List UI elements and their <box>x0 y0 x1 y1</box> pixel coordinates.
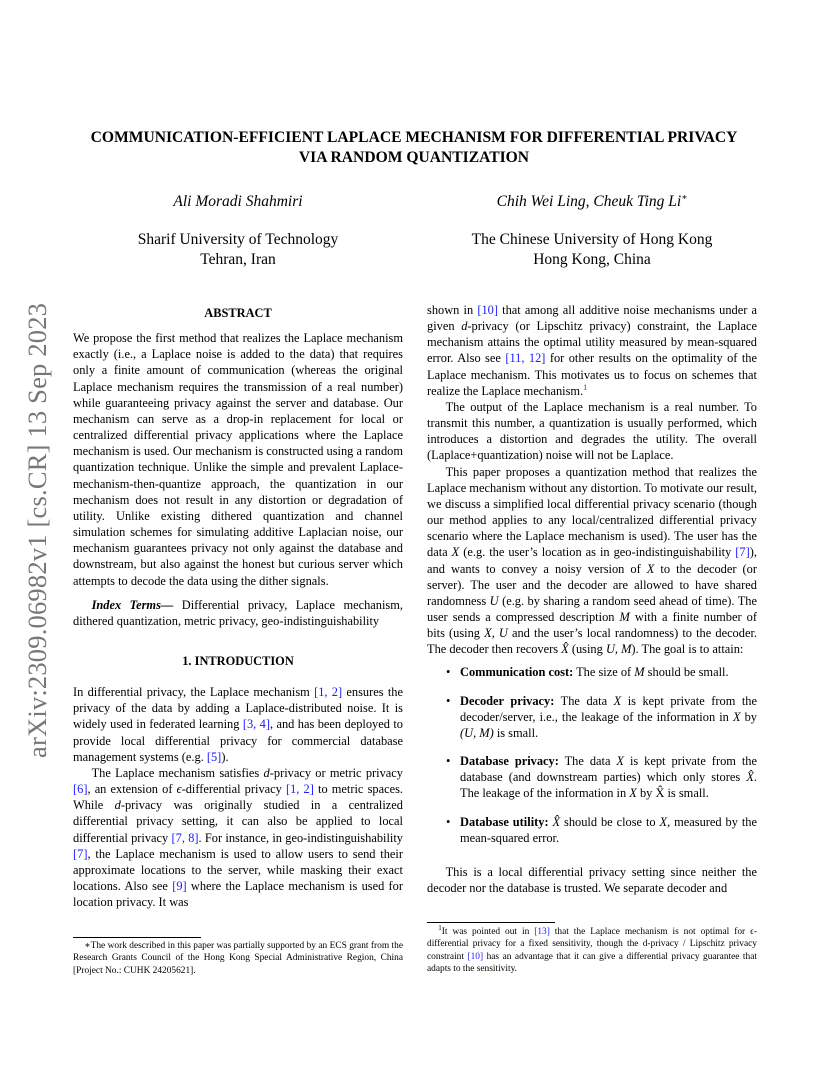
footnote-right-text <box>427 923 757 976</box>
arxiv-stamp: arXiv:2309.06982v1 [cs.CR] 13 Sep 2023 <box>22 302 52 758</box>
citation-link[interactable]: [6] <box>73 782 88 797</box>
text-run: , an extension of <box>87 782 177 797</box>
footnote-rule-left <box>73 937 201 938</box>
title-line-1: COMMUNICATION-EFFICIENT LAPLACE MECHANISM FOR DIFFERENTIAL PRIVACY <box>90 129 738 146</box>
text-run: The size of <box>573 665 635 680</box>
math-var: X <box>629 786 637 801</box>
text-run: shown in <box>427 303 478 317</box>
text-run: is kept private from the decoder/server, i.e., the leakage of the information in <box>460 693 757 724</box>
text-run: It was pointed out in <box>441 927 535 937</box>
text-run: The data <box>558 754 617 769</box>
text-run: . For instance, in geo-indistinguishability <box>198 830 403 845</box>
intro-paragraph-1 <box>73 684 403 765</box>
abstract-text: We propose the first method that realizes the Laplace mechanism exactly (i.e., a Laplace noise is added to the data) that requires only a finite amount of communication (whereas the original Laplace mechanism requires the transmission of a real number) while guaranteeing privacy against the server and database. Our mechanism can serve as a drop-in replacement for local or centralized differential privacy applications where the Laplace mechanism is used. Our mechanism is constructed using a random quantization technique. Unlike the simple and prevalent Laplace-mechanism-then-quantize approach, the quantization in our mechanism does not result in any distortion or degradation of utility. Unlike existing dithered quantization and channel simulation schemes for simulating additive Laplacian noise, our mechanism guarantees privacy not only against the database and downstream, but also against the honest but curious server which attempts to decode the data using the dither signals. <box>73 331 403 588</box>
math-var: M <box>619 609 630 624</box>
intro-paragraph-2 <box>73 765 403 910</box>
index-terms-label: Index Terms— <box>91 597 174 612</box>
citation-link[interactable]: [1, 2] <box>285 782 314 797</box>
math-var: X <box>659 814 668 829</box>
math-var: X <box>451 545 460 560</box>
text-run: (using <box>568 642 606 657</box>
text-run: -privacy was originally studied in a centralized differential privacy setting, it can also be applied to local differential privacy <box>73 798 403 845</box>
math-var: (U, M) <box>460 725 494 740</box>
goal-database-privacy <box>460 753 757 801</box>
text-run: to the decoder (or server). The user and the decoder are allowed to have shared randomness <box>427 561 757 608</box>
text-run: In differential privacy, the Laplace mechanism <box>73 685 315 700</box>
text-run: The Laplace mechanism satisfies <box>91 765 264 780</box>
footnote-left-text: ∗The work described in this paper was partially supported by an ECS grant from the Research Grants Council of the Hong Kong Special Administrative Region, China [Project No.: CUHK 24205621]. <box>73 941 403 976</box>
citation-link[interactable]: [10] <box>467 951 484 962</box>
math-var: X <box>484 626 492 641</box>
text-run: is small. <box>493 725 539 740</box>
text-run: that among all additive noise mechanisms under a given <box>427 303 757 334</box>
text-run: where the Laplace mechanism is used for location privacy. It was <box>73 879 403 910</box>
affiliation-right-line-2: Hong Kong, China <box>533 250 651 268</box>
text-run: -privacy or metric privacy <box>269 765 403 780</box>
text-run: is kept private from the database (and downstream parties) which only stores <box>460 754 757 785</box>
text-run: by X̂ is small. <box>636 786 709 801</box>
citation-link[interactable]: [9] <box>172 879 187 893</box>
affiliation-right <box>427 230 757 269</box>
math-var: M <box>634 665 645 680</box>
citation-link[interactable]: [7] <box>735 545 750 560</box>
goal-label: Database privacy: <box>460 754 559 769</box>
citation-link[interactable]: [7, 8] <box>171 830 199 845</box>
text-run: . The leakage of the information in <box>460 770 757 801</box>
affiliation-left-line-2: Tehran, Iran <box>200 250 276 268</box>
title-line-2: VIA RANDOM QUANTIZATION <box>298 149 530 166</box>
left-column <box>73 305 403 910</box>
right-column <box>427 302 757 896</box>
author-right-names: Chih Wei Ling, Cheuk Ting Li <box>496 193 682 210</box>
author-mark: ∗ <box>681 191 688 202</box>
text-run: (e.g. the user’s location as in geo-indistinguishability <box>459 545 736 560</box>
text-run: ensures the privacy of the data by adding a Laplace-distributed noise. It is widely used in federated learning <box>73 685 403 732</box>
right-paragraph-4: This is a local differential privacy setting since neither the decoder nor the database is trusted. We separate decoder and <box>427 864 757 895</box>
text-run: , the Laplace mechanism is used to allow users to send their approximate locations to the server, while masking their exact locations. Also see <box>73 846 403 893</box>
math-var: X̂ <box>552 814 561 829</box>
index-terms <box>73 597 403 629</box>
text-run: should be small. <box>644 665 729 680</box>
math-var: ϵ <box>176 782 182 797</box>
math-var: U <box>498 626 508 641</box>
math-var: X̂ <box>746 770 754 785</box>
footnote-number: 1 <box>438 923 442 932</box>
footnote-left <box>73 940 403 977</box>
citation-link[interactable]: [10] <box>477 303 498 317</box>
citation-link[interactable]: [5] <box>206 749 222 764</box>
text-run: that the Laplace mechanism is not optimal for ϵ-differential privacy for a fixed sensitivity, though the d-privacy / Lipschitz privacy constraint <box>427 927 757 962</box>
goal-label: Database utility: <box>460 814 549 829</box>
citation-link[interactable]: [1, 2] <box>314 685 343 700</box>
text-run: , <box>491 626 499 641</box>
goal-label: Decoder privacy: <box>460 693 555 708</box>
index-terms-text: Differential privacy, Laplace mechanism, dithered quantization, metric privacy, geo-indistinguishability <box>73 597 403 628</box>
math-var: U <box>489 593 499 608</box>
footnote-right <box>427 923 757 976</box>
text-run: for other results on the optimality of the Laplace mechanism. This motivates us to focus on schemes that realize the Laplace mechanism. <box>427 351 757 398</box>
text-run: ), and wants to convey a noisy version of <box>427 545 757 576</box>
right-paragraph-1 <box>427 302 757 399</box>
math-var: X <box>646 561 655 576</box>
citation-link[interactable]: [11, 12] <box>505 351 546 366</box>
text-run: ). <box>221 749 229 764</box>
goal-label: Communication cost: <box>460 665 574 680</box>
citation-link[interactable]: [13] <box>534 927 550 937</box>
goal-database-utility <box>460 814 757 846</box>
footnote-link[interactable]: 1 <box>583 382 588 392</box>
author-right <box>427 193 757 211</box>
affiliation-right-line-1: The Chinese University of Hong Kong <box>471 231 713 248</box>
math-var: X <box>732 709 741 724</box>
text-run: ). The goal is to attain: <box>631 642 744 657</box>
text-run: -privacy (or Lipschitz privacy) constraint, the Laplace mechanism attains the optimal utility measured by mean-squared error. Also see <box>427 319 757 366</box>
text-run: should be close to <box>560 814 660 829</box>
abstract-heading: ABSTRACT <box>204 306 272 320</box>
goals-list <box>427 664 757 845</box>
math-var: d <box>114 798 121 813</box>
text-run: -differential privacy <box>181 782 286 797</box>
text-run: (e.g. by sharing a random seed ahead of time). The user sends a compressed description <box>427 593 757 624</box>
text-run: The data <box>554 693 614 708</box>
right-paragraph-3 <box>427 464 757 658</box>
citation-link[interactable]: [7] <box>73 846 88 861</box>
text-run: and the user’s local randomness) to the decoder. The decoder then recovers <box>427 626 757 657</box>
intro-heading: 1. INTRODUCTION <box>182 653 294 668</box>
text-run: , and has been deployed to provide local differential privacy for commercial database management systems (e.g. <box>73 717 403 764</box>
author-left: Ali Moradi Shahmiri <box>173 193 303 210</box>
math-var: X <box>616 754 624 769</box>
goal-communication-cost <box>460 664 757 680</box>
affiliation-left-line-1: Sharif University of Technology <box>137 231 339 248</box>
text-run: has an advantage that it can give a differential privacy guarantee that adapts to the sensitivity. <box>427 951 757 975</box>
goal-decoder-privacy <box>460 693 757 741</box>
math-var: d <box>263 765 270 780</box>
text-run: by <box>740 709 757 724</box>
paper-title <box>70 128 758 168</box>
right-paragraph-2: The output of the Laplace mechanism is a real number. To transmit this number, a quantization is usually performed, which introduces a distortion and degrades the utility. The overall (Laplace+quantization) noise will not be Laplace. <box>427 399 757 463</box>
math-var: X <box>613 693 622 708</box>
text-run: with a finite number of bits (using <box>427 609 757 641</box>
math-var: d <box>461 319 468 334</box>
text-run: , measured by the mean-squared error. <box>460 814 757 845</box>
math-var: U, M <box>605 642 632 657</box>
text-run: to metric spaces. While <box>73 782 404 813</box>
citation-link[interactable]: [3, 4] <box>242 717 270 732</box>
affiliation-left <box>73 230 403 269</box>
footnote-rule-right <box>427 922 555 923</box>
math-var: X̂ <box>561 642 569 657</box>
text-run: This paper proposes a quantization method that realizes the Laplace mechanism without any distortion. To motivate our result, we discuss a simplified local differential privacy scenario (though our method applies to any local/centralized differential privacy scenario where the Laplace mechanism is used). The user has the data <box>427 464 757 560</box>
